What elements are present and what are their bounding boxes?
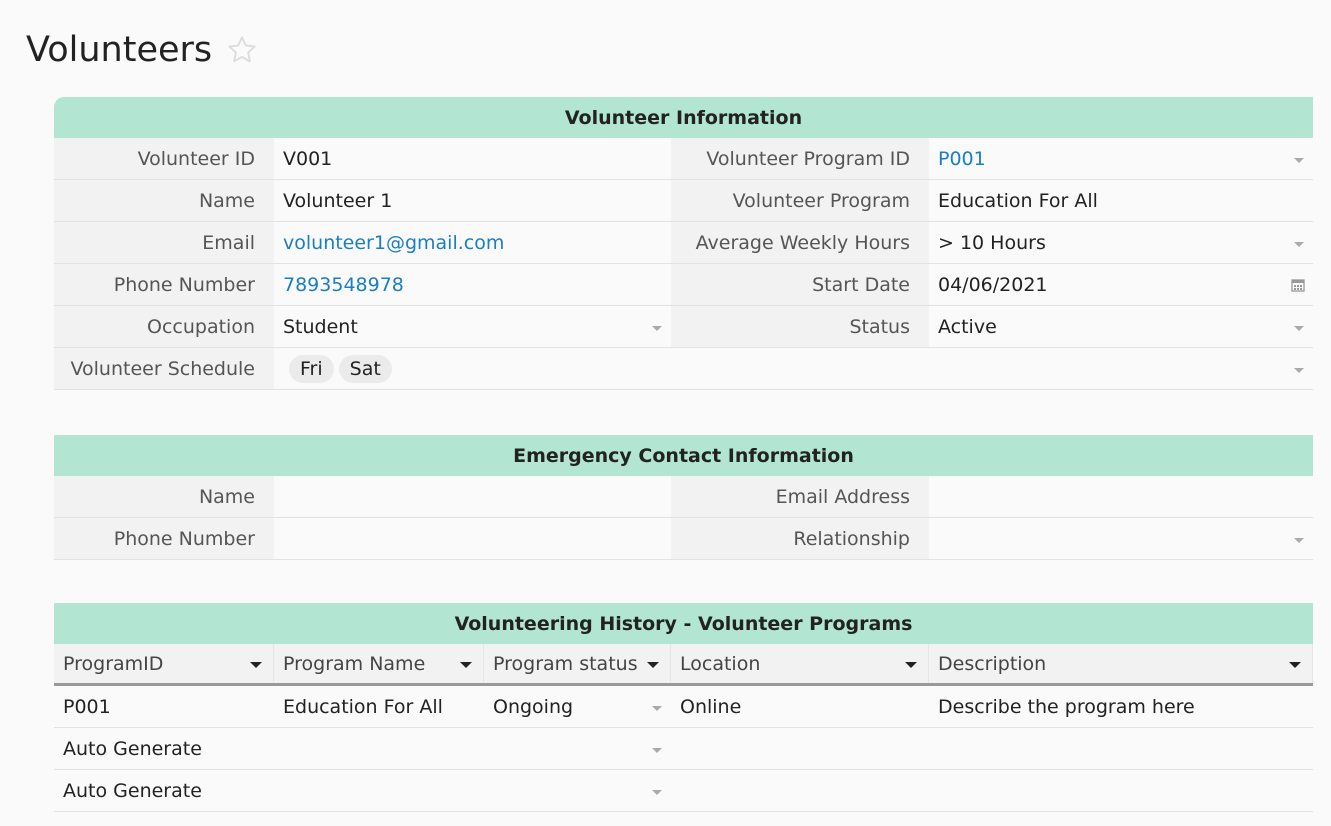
chevron-down-icon[interactable]: [1294, 538, 1304, 543]
column-header-label: Program status: [493, 652, 638, 675]
panel-header: Volunteer Information: [54, 97, 1313, 138]
column-header-location[interactable]: [671, 644, 929, 683]
occupation-value: Student: [283, 315, 358, 338]
table-cell[interactable]: P001: [63, 695, 111, 718]
chevron-down-icon[interactable]: [1289, 662, 1301, 668]
field-label: Phone Number: [54, 264, 274, 305]
program-status-select[interactable]: [484, 770, 671, 811]
field-label: Name: [54, 180, 274, 221]
column-header-label: Description: [938, 652, 1047, 675]
volunteer-program-field[interactable]: Education For All: [929, 180, 1313, 221]
field-label: Volunteer Program ID: [671, 138, 929, 179]
volunteer-schedule-select[interactable]: [274, 348, 1313, 389]
table-cell[interactable]: Describe the program here: [938, 695, 1195, 718]
table-cell[interactable]: Auto Generate: [63, 779, 202, 802]
page-title: [26, 30, 258, 70]
chevron-down-icon[interactable]: [652, 706, 662, 711]
emergency-email-field[interactable]: [929, 476, 1313, 517]
status-value: Active: [938, 315, 997, 338]
calendar-icon[interactable]: [1291, 278, 1305, 292]
emergency-name-field[interactable]: [274, 476, 671, 517]
form-row: [54, 264, 1313, 306]
weekly-hours-value: > 10 Hours: [938, 231, 1046, 254]
chevron-down-icon[interactable]: [652, 748, 662, 753]
email-field[interactable]: volunteer1@gmail.com: [274, 222, 671, 263]
program-id-link[interactable]: P001: [938, 147, 986, 170]
program-status-select[interactable]: [484, 728, 671, 769]
start-date-value: 04/06/2021: [938, 273, 1048, 296]
start-date-field[interactable]: [929, 264, 1313, 305]
table-cell[interactable]: Online: [680, 695, 742, 718]
field-label: Email: [54, 222, 274, 263]
emergency-contact-panel: [54, 435, 1313, 560]
chevron-down-icon[interactable]: [460, 662, 472, 668]
program-status-value: Ongoing: [493, 695, 574, 718]
chevron-down-icon[interactable]: [1294, 326, 1304, 331]
weekly-hours-select[interactable]: [929, 222, 1313, 263]
chevron-down-icon[interactable]: [250, 662, 262, 668]
star-icon[interactable]: [226, 34, 258, 66]
field-label: Phone Number: [54, 518, 274, 559]
table-cell[interactable]: [274, 770, 484, 811]
phone-field[interactable]: 7893548978: [274, 264, 671, 305]
column-header-description[interactable]: [929, 644, 1313, 683]
form-row: [54, 518, 1313, 560]
schedule-chip[interactable]: Fri: [289, 355, 334, 383]
table-header: [54, 644, 1313, 686]
column-header-program-name[interactable]: [274, 644, 484, 683]
table-cell[interactable]: [671, 728, 929, 769]
field-label: Status: [671, 306, 929, 347]
column-header-program-id[interactable]: [54, 644, 274, 683]
chevron-down-icon[interactable]: [1294, 368, 1304, 373]
field-label: Name: [54, 476, 274, 517]
table-cell[interactable]: [671, 770, 929, 811]
program-status-select[interactable]: [484, 686, 671, 727]
volunteer-program-id-field[interactable]: [929, 138, 1313, 179]
chevron-down-icon[interactable]: [1294, 158, 1304, 163]
table-row[interactable]: [54, 728, 1313, 770]
table-row[interactable]: [54, 686, 1313, 728]
status-select[interactable]: [929, 306, 1313, 347]
form-row: [54, 222, 1313, 264]
table-cell[interactable]: Auto Generate: [63, 737, 202, 760]
page-title-text: Volunteers: [26, 30, 213, 70]
chevron-down-icon[interactable]: [1294, 242, 1304, 247]
form-row: [54, 180, 1313, 222]
chevron-down-icon[interactable]: [652, 790, 662, 795]
chevron-down-icon[interactable]: [905, 662, 917, 668]
schedule-chip[interactable]: Sat: [339, 355, 392, 383]
emergency-phone-field[interactable]: [274, 518, 671, 559]
relationship-select[interactable]: [929, 518, 1313, 559]
name-field[interactable]: Volunteer 1: [274, 180, 671, 221]
volunteering-history-panel: [54, 603, 1313, 812]
field-label: Occupation: [54, 306, 274, 347]
form-row: [54, 306, 1313, 348]
table-cell[interactable]: [274, 728, 484, 769]
form-row: [54, 476, 1313, 518]
occupation-select[interactable]: [274, 306, 671, 347]
column-header-label: Program Name: [283, 652, 426, 675]
chevron-down-icon[interactable]: [647, 662, 659, 668]
table-cell[interactable]: [929, 728, 1313, 769]
field-label: Email Address: [671, 476, 929, 517]
panel-header: Emergency Contact Information: [54, 435, 1313, 476]
volunteer-id-field[interactable]: V001: [274, 138, 671, 179]
field-label: Start Date: [671, 264, 929, 305]
volunteer-information-panel: [54, 97, 1313, 390]
column-header-program-status[interactable]: [484, 644, 671, 683]
field-label: Volunteer ID: [54, 138, 274, 179]
form-row: [54, 138, 1313, 180]
field-label: Relationship: [671, 518, 929, 559]
table-cell[interactable]: Education For All: [283, 695, 443, 718]
chevron-down-icon[interactable]: [652, 326, 662, 331]
table-cell[interactable]: [929, 770, 1313, 811]
form-row: [54, 348, 1313, 390]
field-label: Volunteer Program: [671, 180, 929, 221]
panel-header: Volunteering History - Volunteer Programs: [54, 603, 1313, 644]
table-row[interactable]: [54, 770, 1313, 812]
column-header-label: Location: [680, 652, 761, 675]
column-header-label: ProgramID: [63, 652, 164, 675]
field-label: Average Weekly Hours: [671, 222, 929, 263]
field-label: Volunteer Schedule: [54, 348, 274, 389]
